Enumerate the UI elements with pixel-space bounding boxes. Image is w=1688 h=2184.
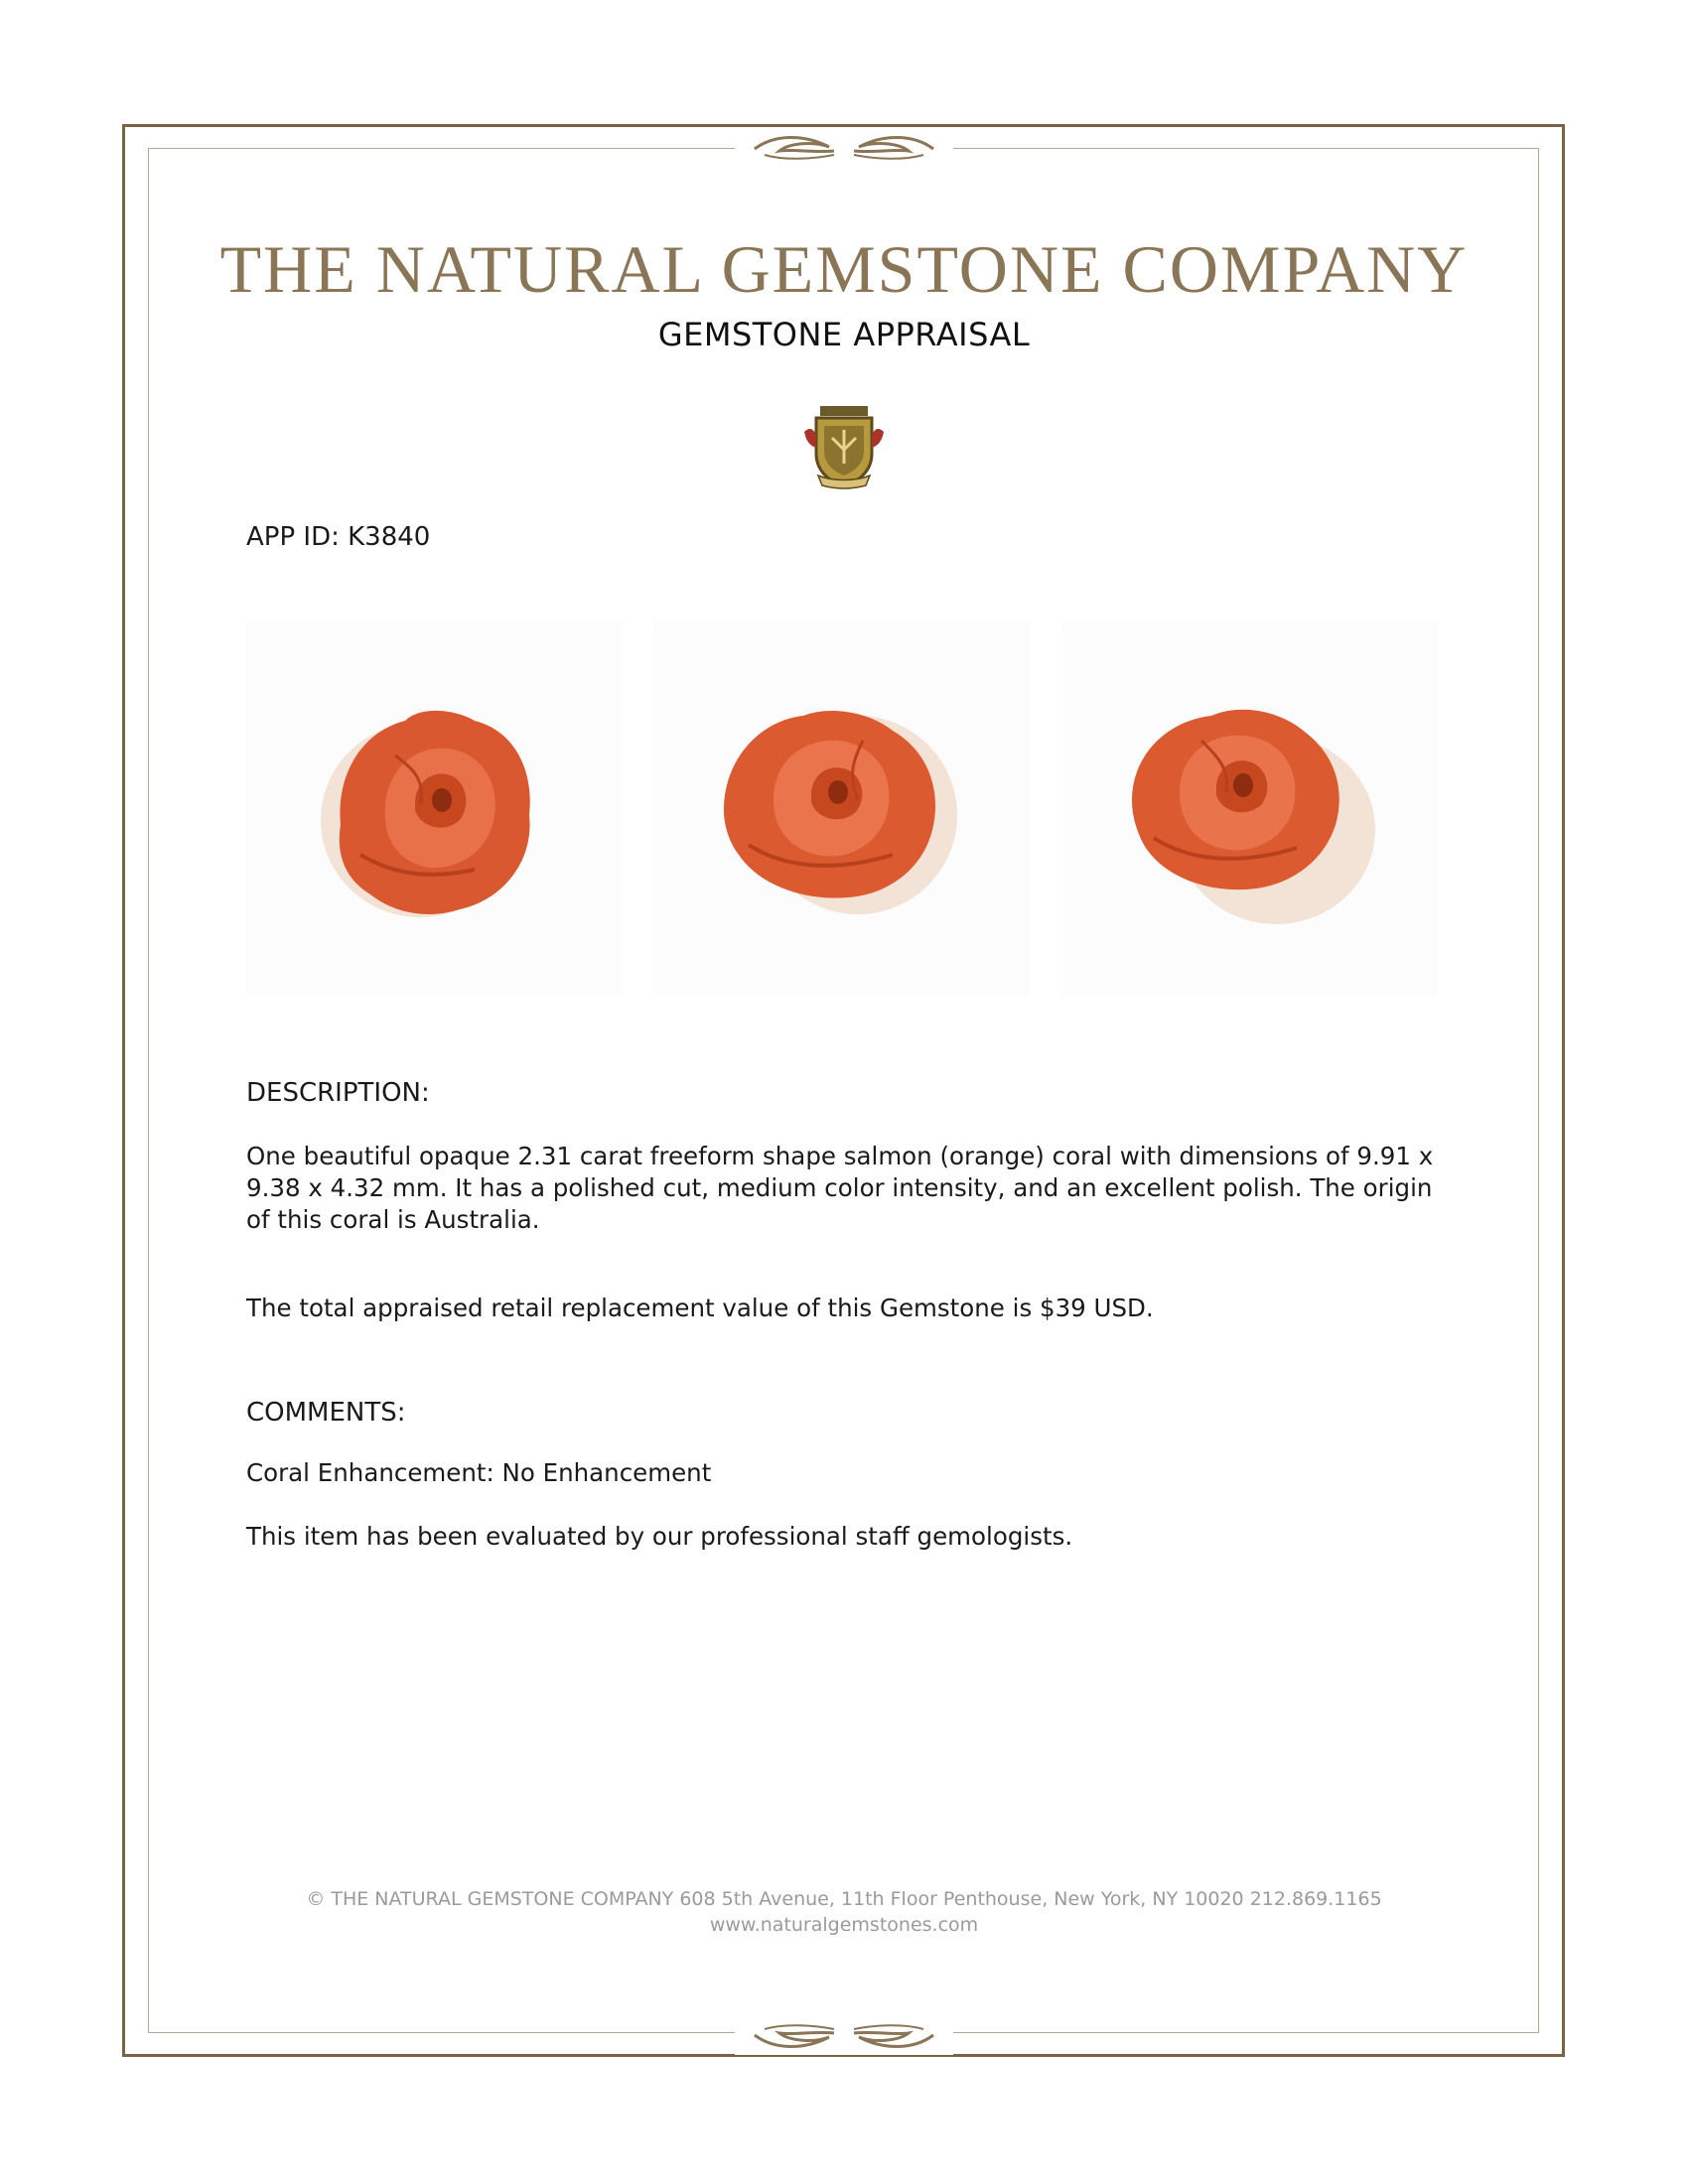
description-body: One beautiful opaque 2.31 carat freeform shape salmon (orange) coral with dimensions of 9.91 x 9.38 x 4.32 mm. It has a polished cut, medium color intensity, and an excellent polish. The origin of this coral is Australia. (246, 1142, 1434, 1234)
company-name: THE NATURAL GEMSTONE COMPANY (219, 231, 1469, 307)
app-id: APP ID: K3840 (246, 522, 431, 552)
appraised-value: The total appraised retail replacement value of this Gemstone is $39 USD. (246, 1294, 1154, 1322)
coral-rose-carving-icon (246, 621, 622, 997)
gemstone-photo-angle-left (654, 621, 1030, 997)
enhancement-comment: Coral Enhancement: No Enhancement (246, 1458, 712, 1487)
top-scroll-ornament-icon (735, 129, 953, 169)
description-heading: DESCRIPTION: (246, 1078, 430, 1108)
bottom-scroll-ornament-icon (735, 2015, 953, 2055)
gemstone-photo-front (246, 621, 622, 997)
coral-rose-carving-icon (1062, 621, 1438, 997)
gemstone-photo-angle-right (1062, 621, 1438, 997)
company-crest-icon (802, 402, 886, 493)
comments-heading: COMMENTS: (246, 1398, 406, 1428)
footer-website[interactable]: www.naturalgemstones.com (709, 1914, 979, 1936)
evaluation-comment: This item has been evaluated by our professional staff gemologists. (246, 1522, 1073, 1551)
coral-rose-carving-icon (654, 621, 1030, 997)
document-title: GEMSTONE APPRAISAL (657, 316, 1031, 353)
footer-address: © THE NATURAL GEMSTONE COMPANY 608 5th Avenue, 11th Floor Penthouse, New York, NY 10020 212.869.1165 (306, 1888, 1382, 1910)
